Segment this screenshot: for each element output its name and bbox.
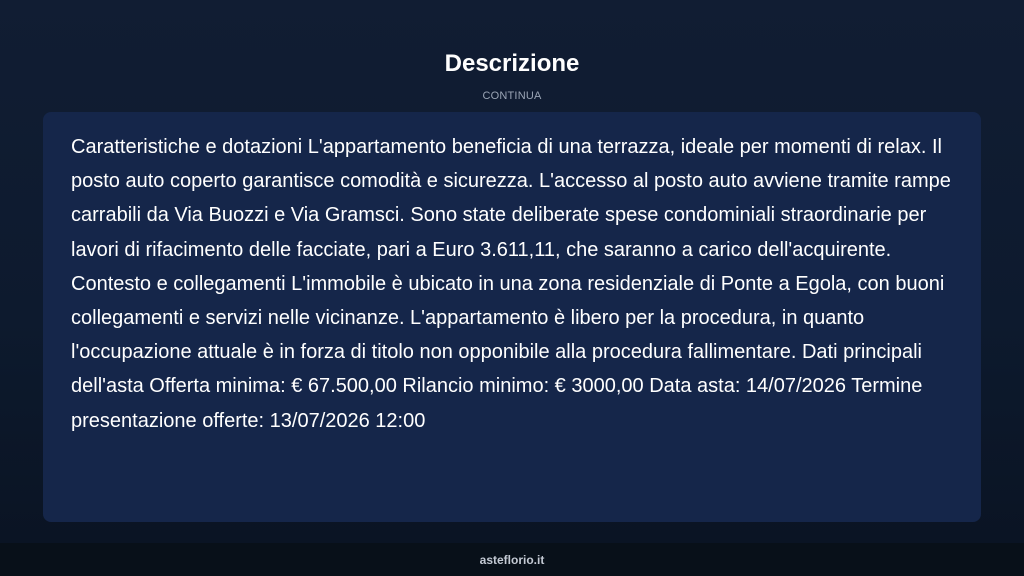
continue-link[interactable]: CONTINUA [482, 90, 542, 102]
page-title: Descrizione [444, 50, 580, 77]
description-text: Caratteristiche e dotazioni L'appartamento beneficia di una terrazza, ideale per momenti di relax. Il posto auto coperto garantisce comodità e sicurezza. L'accesso al posto auto avviene tramite rampe carrabili da Via Buozzi e Via Gramsci. Sono state deliberate spese condominiali straordinarie per lavori di rifacimento delle facciate, pari a Euro 3.611,11, che saranno a carico dell'acquirente. Contesto e collegamenti L'immobile è ubicato in una zona residenziale di Ponte a Egola, con buoni collegamenti e servizi nelle vicinanze. L'appartamento è libero per la procedura, in quanto l'occupazione attuale è in forza di titolo non opponibile alla procedura fallimentare. Dati principali dell'asta Offerta minima: € 67.500,00 Rilancio minimo: € 3000,00 Data asta: 14/07/2026 Termine presentazione offerte: 13/07/2026 12:00 [71, 136, 951, 432]
footer-bar [0, 543, 1024, 576]
description-card [43, 112, 981, 522]
footer-site-name: asteflorio.it [479, 553, 545, 567]
